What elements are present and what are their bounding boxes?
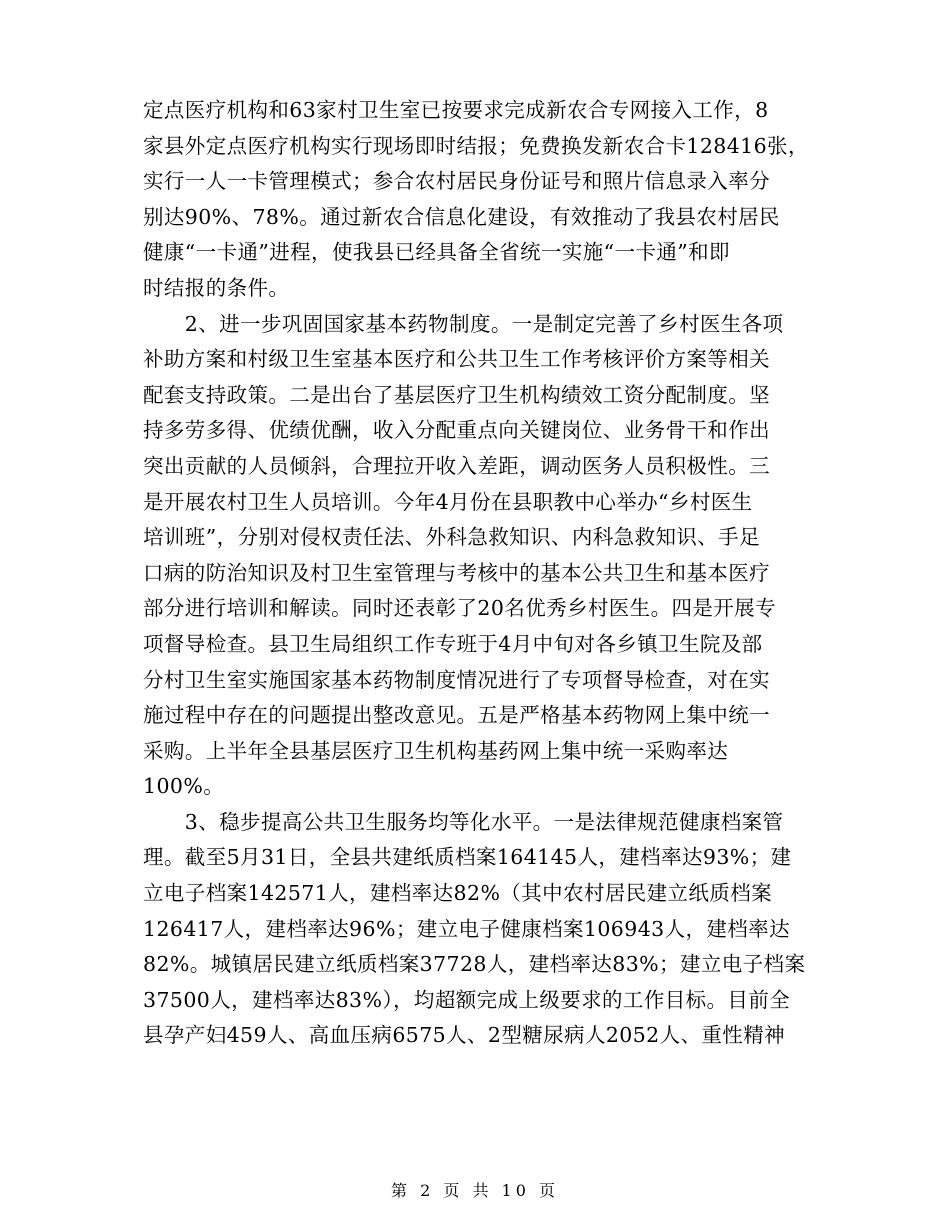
text-line: 3、稳步提高公共卫生服务均等化水平。一是法律规范健康档案管	[143, 809, 784, 834]
text-line: 理。截至5月31日，全县共建纸质档案164145人，建档率达93%；建	[143, 845, 792, 870]
text-line: 126417人，建档率达96%；建立电子健康档案106943人，建档率达	[143, 916, 790, 941]
text-line: 健康“一卡通”进程，使我县已经具备全省统一实施“一卡通”和即	[143, 240, 730, 265]
text-line: 时结报的条件。	[143, 275, 290, 300]
text-line: 实行一人一卡管理模式；参合农村居民身份证号和照片信息录入率分	[143, 169, 770, 194]
text-line: 2、进一步巩固国家基本药物制度。一是制定完善了乡村医生各项	[143, 311, 784, 336]
text-line: 分村卫生室实施国家基本药物制度情况进行了专项督导检查，对在实	[143, 667, 770, 692]
text-line: 家县外定点医疗机构实行现场即时结报；免费换发新农合卡128416张，	[143, 133, 809, 158]
text-line: 是开展农村卫生人员培训。今年4月份在县职教中心举办“乡村医生	[143, 489, 753, 514]
text-line: 别达90%、78%。通过新农合信息化建设，有效推动了我县农村居民	[143, 204, 780, 229]
text-line: 培训班”，分别对侵权责任法、外科急救知识、内科急救知识、手足	[143, 525, 760, 550]
text-line: 补助方案和村级卫生室基本医疗和公共卫生工作考核评价方案等相关	[143, 347, 770, 372]
text-line: 配套支持政策。二是出台了基层医疗卫生机构绩效工资分配制度。坚	[143, 382, 770, 407]
text-line: 项督导检查。县卫生局组织工作专班于4月中旬对各乡镇卫生院及部	[143, 631, 763, 656]
text-line: 施过程中存在的问题提出整改意见。五是严格基本药物网上集中统一	[143, 703, 770, 728]
text-line: 采购。上半年全县基层医疗卫生机构基药网上集中统一采购率达	[143, 738, 729, 763]
text-line: 100%。	[143, 774, 225, 799]
text-line: 部分进行培训和解读。同时还表彰了20名优秀乡村医生。四是开展专	[143, 596, 776, 621]
body-text	[143, 93, 808, 1054]
text-line: 县孕产妇459人、高血压病6575人、2型糖尿病人2052人、重性精神	[143, 1023, 786, 1048]
page-footer: 第 2 页 共 10 页	[391, 1181, 559, 1200]
text-line: 定点医疗机构和63家村卫生室已按要求完成新农合专网接入工作，8	[143, 98, 769, 122]
text-line: 82%。城镇居民建立纸质档案37728人，建档率达83%；建立电子档案	[143, 952, 806, 977]
text-line: 持多劳多得、优绩优酬，收入分配重点向关键岗位、业务骨干和作出	[143, 418, 770, 443]
text-line: 突出贡献的人员倾斜，合理拉开收入差距，调动医务人员积极性。三	[143, 453, 770, 478]
text-line: 立电子档案142571人，建档率达82%（其中农村居民建立纸质档案	[143, 881, 773, 906]
text-line: 37500人，建档率达83%），均超额完成上级要求的工作目标。目前全	[143, 987, 791, 1012]
text-line: 口病的防治知识及村卫生室管理与考核中的基本公共卫生和基本医疗	[143, 560, 770, 585]
